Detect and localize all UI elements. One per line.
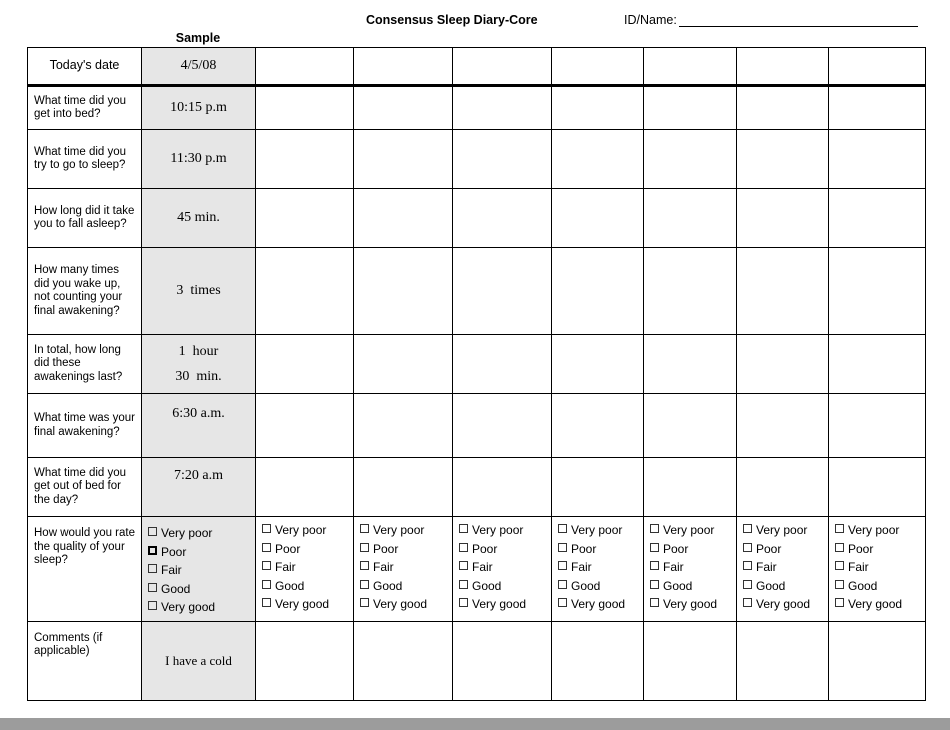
checkbox-icon bbox=[148, 527, 157, 536]
quality-option[interactable]: Poor bbox=[148, 543, 255, 562]
quality-option[interactable]: Fair bbox=[459, 558, 551, 577]
checkbox-icon bbox=[459, 561, 468, 570]
quality-option[interactable]: Poor bbox=[650, 540, 736, 559]
sample-comments: I have a cold bbox=[142, 621, 256, 700]
entry-cell[interactable] bbox=[737, 248, 829, 335]
checkbox-icon bbox=[558, 598, 567, 607]
quality-option[interactable]: Fair bbox=[148, 561, 255, 580]
quality-cell bbox=[644, 517, 737, 622]
question-out-of-bed: What time did you get out of bed for the day? bbox=[28, 458, 142, 517]
quality-option[interactable]: Very good bbox=[835, 595, 925, 614]
quality-option[interactable]: Fair bbox=[558, 558, 643, 577]
quality-option[interactable]: Poor bbox=[743, 540, 828, 559]
quality-options bbox=[644, 517, 736, 618]
entry-cell[interactable] bbox=[644, 248, 737, 335]
entry-cell[interactable] bbox=[453, 394, 552, 458]
entry-cell[interactable] bbox=[737, 394, 829, 458]
question-sleep-quality: How would you rate the quality of your sleep? bbox=[28, 517, 142, 622]
entry-cell[interactable] bbox=[737, 458, 829, 517]
quality-option[interactable]: Very poor bbox=[650, 521, 736, 540]
table-row-fall-asleep bbox=[28, 189, 926, 248]
quality-cell bbox=[829, 517, 926, 622]
quality-option[interactable]: Poor bbox=[459, 540, 551, 559]
checkbox-icon bbox=[558, 580, 567, 589]
question-date: Today's date bbox=[28, 48, 142, 86]
sample-sleep-quality bbox=[142, 517, 256, 622]
sample-sleep-try: 11:30 p.m bbox=[142, 130, 256, 189]
quality-option[interactable]: Good bbox=[743, 577, 828, 596]
checkbox-icon bbox=[148, 583, 157, 592]
checkbox-icon bbox=[835, 561, 844, 570]
question-comments: Comments (if applicable) bbox=[28, 621, 142, 700]
quality-option[interactable]: Good bbox=[459, 577, 551, 596]
quality-options bbox=[552, 517, 643, 618]
table-row-final-awakening bbox=[28, 394, 926, 458]
checkbox-icon bbox=[262, 580, 271, 589]
entry-cell[interactable] bbox=[829, 394, 926, 458]
checkbox-icon bbox=[262, 524, 271, 533]
checkbox-icon bbox=[650, 524, 659, 533]
sample-out-of-bed: 7:20 a.m bbox=[142, 458, 256, 517]
entry-cell[interactable] bbox=[737, 48, 829, 86]
entry-cell[interactable] bbox=[644, 458, 737, 517]
entry-cell[interactable] bbox=[829, 248, 926, 335]
question-final-awakening: What time was your final awakening? bbox=[28, 394, 142, 458]
sample-fall-asleep: 45 min. bbox=[142, 189, 256, 248]
checkbox-icon bbox=[743, 543, 752, 552]
entry-cell[interactable] bbox=[552, 189, 644, 248]
quality-options bbox=[256, 517, 353, 618]
question-sleep-try: What time did you try to go to sleep? bbox=[28, 130, 142, 189]
entry-cell[interactable] bbox=[354, 130, 453, 189]
quality-option[interactable]: Very good bbox=[558, 595, 643, 614]
entry-cell[interactable] bbox=[256, 458, 354, 517]
quality-option[interactable]: Fair bbox=[743, 558, 828, 577]
quality-option[interactable]: Fair bbox=[835, 558, 925, 577]
checkbox-icon bbox=[459, 543, 468, 552]
entry-cell[interactable] bbox=[256, 621, 354, 700]
entry-cell[interactable] bbox=[256, 335, 354, 394]
quality-option[interactable]: Fair bbox=[360, 558, 452, 577]
checkbox-icon bbox=[743, 580, 752, 589]
quality-options-sample bbox=[142, 517, 255, 621]
entry-cell[interactable] bbox=[453, 86, 552, 130]
quality-cell bbox=[737, 517, 829, 622]
entry-cell[interactable] bbox=[552, 458, 644, 517]
checkbox-icon bbox=[360, 580, 369, 589]
entry-cell[interactable] bbox=[644, 48, 737, 86]
table-row-out-of-bed bbox=[28, 458, 926, 517]
quality-option[interactable]: Fair bbox=[650, 558, 736, 577]
quality-option[interactable]: Poor bbox=[262, 540, 353, 559]
quality-option[interactable]: Very good bbox=[360, 595, 452, 614]
quality-option[interactable]: Very poor bbox=[743, 521, 828, 540]
checkbox-icon bbox=[558, 561, 567, 570]
entry-cell[interactable] bbox=[737, 86, 829, 130]
sample-column-header: Sample bbox=[175, 31, 221, 45]
entry-cell[interactable] bbox=[552, 335, 644, 394]
checkbox-icon bbox=[148, 564, 157, 573]
checkbox-icon bbox=[262, 598, 271, 607]
quality-option[interactable]: Very poor bbox=[558, 521, 643, 540]
table-row-bed-time bbox=[28, 86, 926, 130]
checkbox-icon bbox=[360, 561, 369, 570]
checkbox-icon bbox=[360, 524, 369, 533]
entry-cell[interactable] bbox=[552, 248, 644, 335]
id-name-label: ID/Name: bbox=[624, 13, 677, 27]
entry-cell[interactable] bbox=[552, 48, 644, 86]
quality-option[interactable]: Very good bbox=[459, 595, 551, 614]
question-bed-time: What time did you get into bed? bbox=[28, 86, 142, 130]
quality-option[interactable]: Very good bbox=[743, 595, 828, 614]
quality-option[interactable]: Very poor bbox=[459, 521, 551, 540]
entry-cell[interactable] bbox=[737, 621, 829, 700]
quality-cell bbox=[354, 517, 453, 622]
quality-option[interactable]: Very poor bbox=[148, 524, 255, 543]
quality-cell bbox=[453, 517, 552, 622]
sample-final-awakening: 6:30 a.m. bbox=[142, 394, 256, 458]
entry-cell[interactable] bbox=[453, 248, 552, 335]
entry-cell[interactable] bbox=[354, 458, 453, 517]
entry-cell[interactable] bbox=[354, 48, 453, 86]
quality-option[interactable]: Good bbox=[262, 577, 353, 596]
quality-options bbox=[453, 517, 551, 618]
checkbox-icon bbox=[650, 598, 659, 607]
checkbox-icon bbox=[459, 598, 468, 607]
checkbox-icon bbox=[650, 561, 659, 570]
entry-cell[interactable] bbox=[737, 335, 829, 394]
entry-cell[interactable] bbox=[453, 130, 552, 189]
entry-cell[interactable] bbox=[644, 621, 737, 700]
entry-cell[interactable] bbox=[354, 335, 453, 394]
quality-cell bbox=[256, 517, 354, 622]
entry-cell[interactable] bbox=[644, 130, 737, 189]
checkbox-icon bbox=[835, 580, 844, 589]
sample-bed-time: 10:15 p.m bbox=[142, 86, 256, 130]
quality-option[interactable]: Very poor bbox=[262, 521, 353, 540]
checkbox-icon bbox=[743, 561, 752, 570]
entry-cell[interactable] bbox=[453, 48, 552, 86]
checkbox-icon bbox=[262, 561, 271, 570]
quality-option[interactable]: Poor bbox=[835, 540, 925, 559]
entry-cell[interactable] bbox=[354, 248, 453, 335]
table-row-awake-duration bbox=[28, 335, 926, 394]
entry-cell[interactable] bbox=[552, 86, 644, 130]
entry-cell[interactable] bbox=[829, 458, 926, 517]
entry-cell[interactable] bbox=[737, 189, 829, 248]
entry-cell[interactable] bbox=[354, 86, 453, 130]
question-awake-duration: In total, how long did these awakenings last? bbox=[28, 335, 142, 394]
entry-cell[interactable] bbox=[453, 458, 552, 517]
table-row-sleep-try bbox=[28, 130, 926, 189]
quality-cell bbox=[552, 517, 644, 622]
quality-option[interactable]: Very good bbox=[148, 598, 255, 617]
quality-option[interactable]: Very good bbox=[650, 595, 736, 614]
checkbox-checked-icon bbox=[148, 546, 157, 555]
entry-cell[interactable] bbox=[829, 621, 926, 700]
id-name-field[interactable] bbox=[679, 26, 918, 27]
entry-cell[interactable] bbox=[552, 621, 644, 700]
quality-option[interactable]: Fair bbox=[262, 558, 353, 577]
entry-cell[interactable] bbox=[256, 86, 354, 130]
checkbox-icon bbox=[360, 598, 369, 607]
entry-cell[interactable] bbox=[644, 86, 737, 130]
sample-awake-minutes: 30 min. bbox=[175, 369, 222, 384]
table-row-date bbox=[28, 48, 926, 86]
sample-awake-duration bbox=[142, 335, 256, 394]
sleep-diary-table bbox=[27, 47, 926, 701]
quality-option[interactable]: Good bbox=[360, 577, 452, 596]
entry-cell[interactable] bbox=[256, 394, 354, 458]
page-footer-bar bbox=[0, 718, 950, 730]
sample-date: 4/5/08 bbox=[142, 48, 256, 86]
entry-cell[interactable] bbox=[552, 394, 644, 458]
quality-option[interactable]: Poor bbox=[558, 540, 643, 559]
checkbox-icon bbox=[459, 580, 468, 589]
checkbox-icon bbox=[650, 580, 659, 589]
checkbox-icon bbox=[558, 524, 567, 533]
quality-option[interactable]: Very poor bbox=[835, 521, 925, 540]
quality-options bbox=[737, 517, 828, 618]
checkbox-icon bbox=[743, 524, 752, 533]
checkbox-icon bbox=[835, 543, 844, 552]
checkbox-icon bbox=[650, 543, 659, 552]
entry-cell[interactable] bbox=[552, 130, 644, 189]
entry-cell[interactable] bbox=[644, 335, 737, 394]
entry-cell[interactable] bbox=[644, 189, 737, 248]
entry-cell[interactable] bbox=[354, 189, 453, 248]
entry-cell[interactable] bbox=[829, 335, 926, 394]
table-row-comments bbox=[28, 621, 926, 700]
quality-option[interactable]: Poor bbox=[360, 540, 452, 559]
quality-options bbox=[354, 517, 452, 618]
checkbox-icon bbox=[148, 601, 157, 610]
entry-cell[interactable] bbox=[354, 394, 453, 458]
quality-options bbox=[829, 517, 925, 618]
question-fall-asleep: How long did it take you to fall asleep? bbox=[28, 189, 142, 248]
quality-option[interactable]: Very good bbox=[262, 595, 353, 614]
sample-wake-count: 3 times bbox=[142, 248, 256, 335]
entry-cell[interactable] bbox=[453, 621, 552, 700]
quality-option[interactable]: Good bbox=[558, 577, 643, 596]
table-row-wake-count bbox=[28, 248, 926, 335]
quality-option[interactable]: Good bbox=[650, 577, 736, 596]
question-wake-count: How many times did you wake up, not counting your final awakening? bbox=[28, 248, 142, 335]
checkbox-icon bbox=[558, 543, 567, 552]
checkbox-icon bbox=[262, 543, 271, 552]
entry-cell[interactable] bbox=[829, 86, 926, 130]
quality-option[interactable]: Good bbox=[835, 577, 925, 596]
entry-cell[interactable] bbox=[256, 189, 354, 248]
entry-cell[interactable] bbox=[256, 248, 354, 335]
checkbox-icon bbox=[835, 598, 844, 607]
entry-cell[interactable] bbox=[829, 189, 926, 248]
quality-option[interactable]: Good bbox=[148, 580, 255, 599]
entry-cell[interactable] bbox=[829, 130, 926, 189]
entry-cell[interactable] bbox=[354, 621, 453, 700]
entry-cell[interactable] bbox=[829, 48, 926, 86]
sample-awake-hours: 1 hour bbox=[178, 344, 219, 359]
entry-cell[interactable] bbox=[453, 335, 552, 394]
entry-cell[interactable] bbox=[256, 130, 354, 189]
quality-option[interactable]: Very poor bbox=[360, 521, 452, 540]
entry-cell[interactable] bbox=[737, 130, 829, 189]
page-title: Consensus Sleep Diary-Core bbox=[366, 13, 538, 27]
checkbox-icon bbox=[835, 524, 844, 533]
entry-cell[interactable] bbox=[256, 48, 354, 86]
checkbox-icon bbox=[459, 524, 468, 533]
checkbox-icon bbox=[743, 598, 752, 607]
table-row-sleep-quality bbox=[28, 517, 926, 622]
entry-cell[interactable] bbox=[644, 394, 737, 458]
entry-cell[interactable] bbox=[453, 189, 552, 248]
checkbox-icon bbox=[360, 543, 369, 552]
